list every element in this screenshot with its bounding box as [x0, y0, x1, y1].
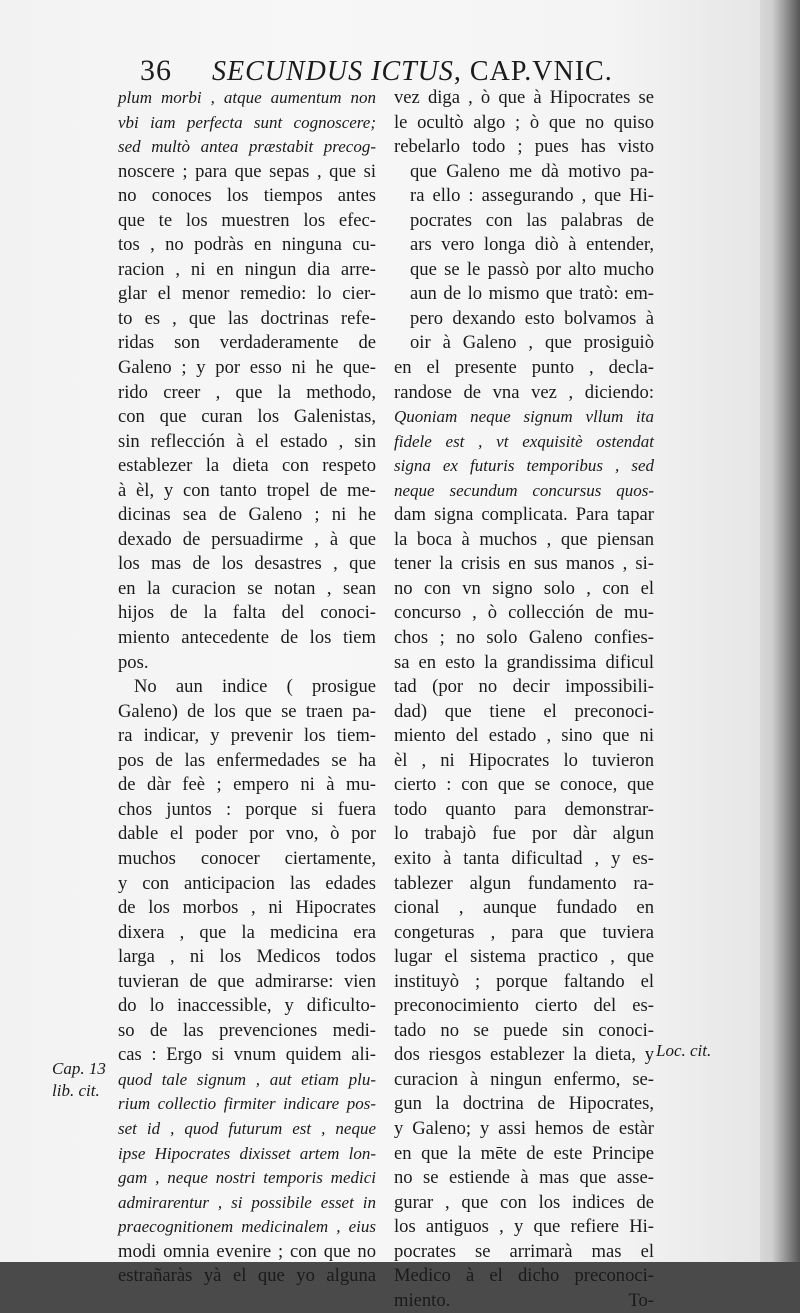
text-line: no conoces los tiempos antes — [118, 185, 376, 207]
text-line: èl , ni Hipocrates lo tuvieron — [394, 749, 654, 771]
text-line: muchos conocer ciertamente, — [118, 847, 376, 869]
text-line: curacion à ningun enfermo, se- — [394, 1068, 654, 1090]
text-line: congeturas , para que tuviera — [394, 921, 654, 943]
text-line: lo trabajò fue por dàr algun — [394, 823, 654, 845]
catchword: To- — [628, 1289, 654, 1311]
page-number: 36 — [140, 54, 172, 87]
text-line: instituyò ; porque faltando el — [394, 970, 654, 992]
text-line: con que curan los Galenistas, — [118, 406, 376, 428]
text-line: concurso , ò collección de mu- — [394, 602, 654, 624]
text-line: neque secundum concursus quos- — [394, 480, 654, 500]
text-line: randose de vna vez , diciendo: — [394, 381, 654, 403]
text-line: dad) que tiene el preconoci- — [394, 700, 654, 722]
text-line: tuvieran de que admirarse: vien — [118, 970, 376, 992]
text-line: en la curacion se notan , sean — [118, 577, 376, 599]
text-line: glar el menor remedio: lo cier- — [118, 283, 376, 305]
text-line: gam , neque nostri temporis medici — [118, 1168, 376, 1188]
text-line: que te los muestren los efec- — [118, 209, 376, 231]
text-line: oir à Galeno , que prosiguiò — [410, 332, 654, 354]
text-line: establezer la dieta con respeto — [118, 455, 376, 477]
text-line: preconocimiento cierto del es- — [394, 995, 654, 1017]
text-line: de dàr feè ; empero ni à mu- — [118, 774, 376, 796]
text-line: miento. To- — [394, 1289, 654, 1313]
margin-note-loc: Loc. cit. — [656, 1041, 712, 1060]
text-line: en que la mēte de este Principe — [394, 1142, 654, 1164]
text-line: aun de lo mismo que tratò: em- — [410, 283, 654, 305]
running-title-chapter: , CAP.VNIC. — [453, 56, 613, 87]
text-line: cierto : con que se conoce, que — [394, 774, 654, 796]
text-line: exito à tanta dificultad , y es- — [394, 847, 654, 869]
text-line: so de las prevenciones medi- — [118, 1019, 376, 1041]
text-line: gurar , que con los indices de — [394, 1191, 654, 1213]
text-line: to es , que las doctrinas refe- — [118, 307, 376, 329]
text-line: quod tale signum , aut etiam plu- — [118, 1069, 376, 1089]
margin-note-chapter: Cap. 13 — [52, 1059, 106, 1078]
text-line: pocrates con las palabras de — [410, 209, 654, 231]
text-line: cional , aunque fundado en — [394, 897, 654, 919]
text-line: todo quanto para demonstrar- — [394, 798, 654, 820]
text-line: larga , ni los Medicos todos — [118, 946, 376, 968]
text-line: rebelarlo todo ; pues has visto — [394, 136, 654, 158]
text-line: tad (por no decir impossibili- — [394, 676, 654, 698]
text-line: noscere ; para que sepas , que si — [118, 160, 376, 182]
text-line: la boca à muchos , que piensan — [394, 528, 654, 550]
margin-note-lib: lib. cit. — [52, 1081, 100, 1100]
text-line: modi omnia evenire ; con que no — [118, 1240, 376, 1262]
text-line: vbi iam perfecta sunt cognoscere; — [118, 112, 376, 132]
text-line: tado no se puede sin conoci- — [394, 1019, 654, 1041]
text-line: racion , ni en ningun dia arre- — [118, 258, 376, 280]
text-line: no se estiende à mas que asse- — [394, 1167, 654, 1189]
text-line: ars vero longa diò à entender, — [410, 234, 654, 256]
text-line: vez diga , ò que à Hipocrates se — [394, 87, 654, 108]
text-line: dixera , que la medicina era — [118, 921, 376, 943]
text-line: pos de las enfermedades se ha — [118, 749, 376, 771]
text-line: en el presente punto , decla- — [394, 357, 654, 379]
text-line: Galeno ; y por esso ni he que- — [118, 357, 376, 379]
text-line: ra indicar, y prevenir los tiem- — [118, 725, 376, 747]
text-line: plum morbi , atque aumentum non — [118, 88, 376, 107]
running-title — [212, 56, 613, 88]
text-line: sa en esto la grandissima dificul — [394, 651, 654, 673]
text-line: tos , no podràs en ninguna cu- — [118, 234, 376, 256]
text-line: que Galeno me dà motivo pa- — [410, 160, 654, 182]
right-text-column — [394, 86, 654, 1313]
text-line: sin reflección à el estado , sin — [118, 430, 376, 452]
text-line: Galeno) de los que se traen pa- — [118, 700, 376, 722]
text-line: los antiguos , y que refiere Hi- — [394, 1216, 654, 1238]
text-line: ridas son verdaderamente de — [118, 332, 376, 354]
text-line: dam signa complicata. Para tapar — [394, 504, 654, 526]
text-line: estrañaràs yà el que yo alguna — [118, 1265, 376, 1287]
text-line: dable el poder por vno, ò por — [118, 823, 376, 845]
text-line: ipse Hipocrates dixisset artem lon- — [118, 1143, 376, 1163]
text-line: No aun indice ( prosigue — [134, 676, 376, 698]
text-line: admirarentur , si possibile esset in — [118, 1192, 376, 1212]
text-line: set id , quod futurum est , neque — [118, 1118, 376, 1138]
text-line: lugar el sistema practico , que — [394, 946, 654, 968]
text-line: fidele est , vt exquisitè ostendat — [394, 431, 654, 451]
text-line: los mas de los desastres , que — [118, 553, 376, 575]
left-text-column — [118, 86, 376, 1289]
text-line: le ocultò algo ; ò que no quiso — [394, 111, 654, 133]
text-line: dexado de persuadirme , à que — [118, 528, 376, 550]
text-line: pero dexando esto bolvamos à — [410, 307, 654, 329]
text-line: y Galeno; y assi hemos de estàr — [394, 1117, 654, 1139]
text-line: pocrates se arrimarà mas el — [394, 1240, 654, 1262]
text-line: chos juntos : porque si fuera — [118, 798, 376, 820]
text-line: ra ello : assegurando , que Hi- — [410, 185, 654, 207]
text-line: tener la crisis en sus manos , si- — [394, 553, 654, 575]
text-line: cas : Ergo si vnum quidem ali- — [118, 1044, 376, 1066]
text-line: gun la doctrina de Hipocrates, — [394, 1093, 654, 1115]
text-line: à èl, y con tanto tropel de me- — [118, 479, 376, 501]
text-line: chos ; no solo Galeno confies- — [394, 627, 654, 649]
text-line: tablezer algun fundamento ra- — [394, 872, 654, 894]
text-line: pos. — [118, 651, 149, 673]
text-line: dicinas sea de Galeno ; ni he — [118, 504, 376, 526]
text-line: no con vn signo solo , con el — [394, 577, 654, 599]
text-line: miento del estado , sino que ni — [394, 725, 654, 747]
text-line: hijos de la falta del conoci- — [118, 602, 376, 624]
text-line: Quoniam neque signum vllum ita — [394, 407, 654, 427]
text-line: do lo inaccessible, y dificulto- — [118, 995, 376, 1017]
text-line: sed multò antea præstabit precog- — [118, 137, 376, 157]
text-line: miento antecedente de los tiem — [118, 627, 376, 649]
text-line: rido creer , que la methodo, — [118, 381, 376, 403]
text-line: praecognitionem medicinalem , eius — [118, 1217, 376, 1237]
running-title-main: SECUNDUS ICTUS — [212, 56, 454, 87]
text-line: Medico à el dicho preconoci- — [394, 1265, 654, 1287]
text-line: y con anticipacion las edades — [118, 872, 376, 894]
text-line: rium collectio firmiter indicare pos- — [118, 1094, 376, 1114]
page-edge-shadow — [760, 0, 800, 1262]
text-line: dos riesgos establezer la dieta, y — [394, 1044, 654, 1066]
text-line: que se le passò por alto mucho — [410, 258, 654, 280]
text-line: signa ex futuris temporibus , sed — [394, 456, 654, 476]
text-line: de los morbos , ni Hipocrates — [118, 897, 376, 919]
